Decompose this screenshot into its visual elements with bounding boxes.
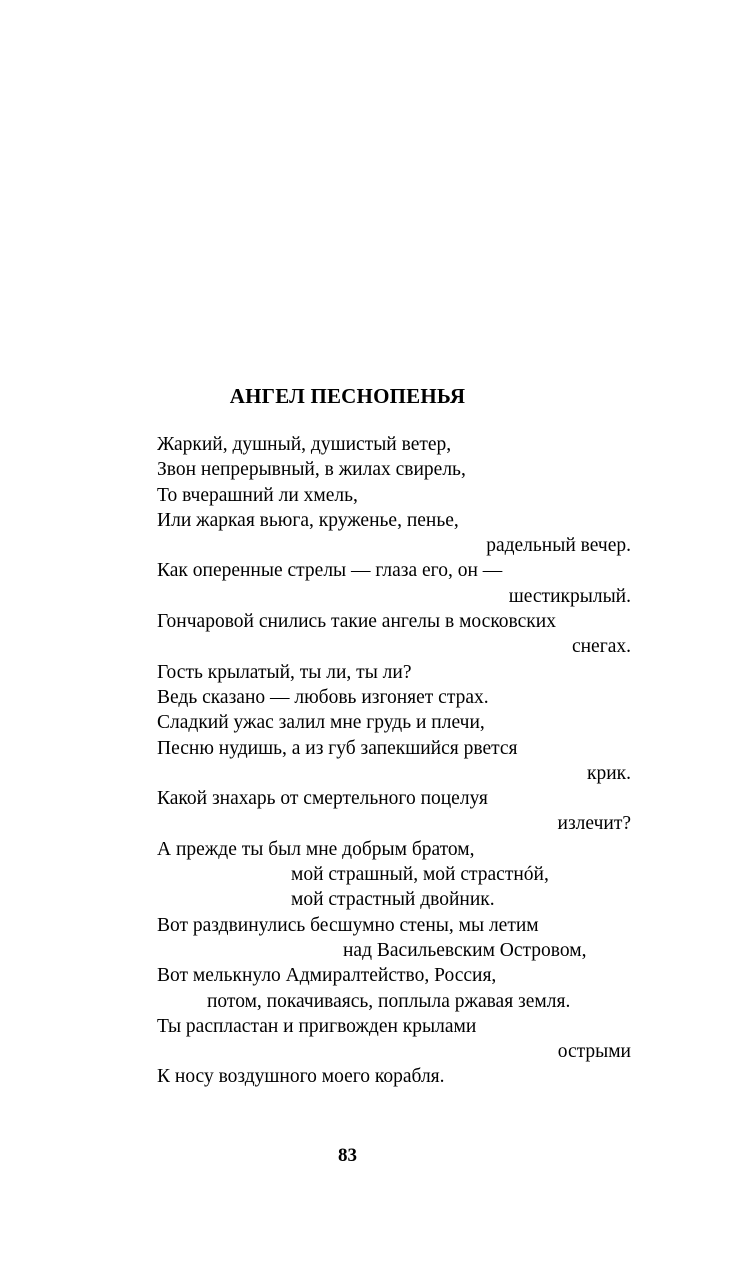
- poem-line: Ведь сказано — любовь изгоняет страх.: [157, 686, 489, 708]
- poem-line: Звон непрерывный, в жилах свирель,: [157, 459, 466, 481]
- poem-line-continuation: над Васильевским Островом,: [343, 939, 587, 961]
- poem-line: Песню нудишь, а из губ запекшийся рвется: [157, 737, 518, 759]
- poem-body: [157, 432, 631, 1090]
- poem-title: АНГЕЛ ПЕСНОПЕНЬЯ: [229, 384, 466, 408]
- poem-line-continuation: снегах.: [571, 636, 631, 658]
- poem-line: Вот раздвинулись бесшумно стены, мы летим: [157, 914, 539, 936]
- poem-line: Жаркий, душный, душистый ветер,: [157, 434, 452, 455]
- poem-line: Как оперенные стрелы — глаза его, он —: [157, 560, 503, 582]
- poem-line: Гость крылатый, ты ли, ты ли?: [157, 661, 412, 683]
- poem-line-continuation: шестикрылый.: [508, 585, 631, 607]
- poem-line: То вчерашний ли хмель,: [157, 484, 358, 506]
- poem-line: Сладкий ужас залил мне грудь и плечи,: [157, 712, 485, 734]
- poem-line: Вот мелькнуло Адмиралтейство, Россия,: [157, 965, 497, 987]
- page-number: 83: [338, 1145, 357, 1166]
- poem-line-continuation: крик.: [586, 762, 631, 784]
- poem-line: К носу воздушного моего корабля.: [157, 1066, 445, 1088]
- poem-line-continuation: острыми: [557, 1041, 631, 1063]
- poem-line-continuation: потом, покачиваясь, поплыла ржавая земля.: [207, 990, 571, 1012]
- poem-line-continuation: излечит?: [557, 813, 631, 835]
- poem-line: Гончаровой снились такие ангелы в московских: [157, 611, 556, 633]
- poem-line-continuation: мой страшный, мой страстнóй,: [291, 864, 549, 886]
- poem-line-continuation: радельный вечер.: [486, 535, 631, 557]
- poem-line: А прежде ты был мне добрым братом,: [157, 838, 475, 860]
- poem-line: Ты распластан и пригвожден крылами: [157, 1015, 477, 1037]
- poem-line: Какой знахарь от смертельного поцелуя: [157, 788, 488, 810]
- poem-line-continuation: мой страстный двойник.: [291, 889, 495, 911]
- poem-line: Или жаркая вьюга, круженье, пенье,: [157, 509, 459, 531]
